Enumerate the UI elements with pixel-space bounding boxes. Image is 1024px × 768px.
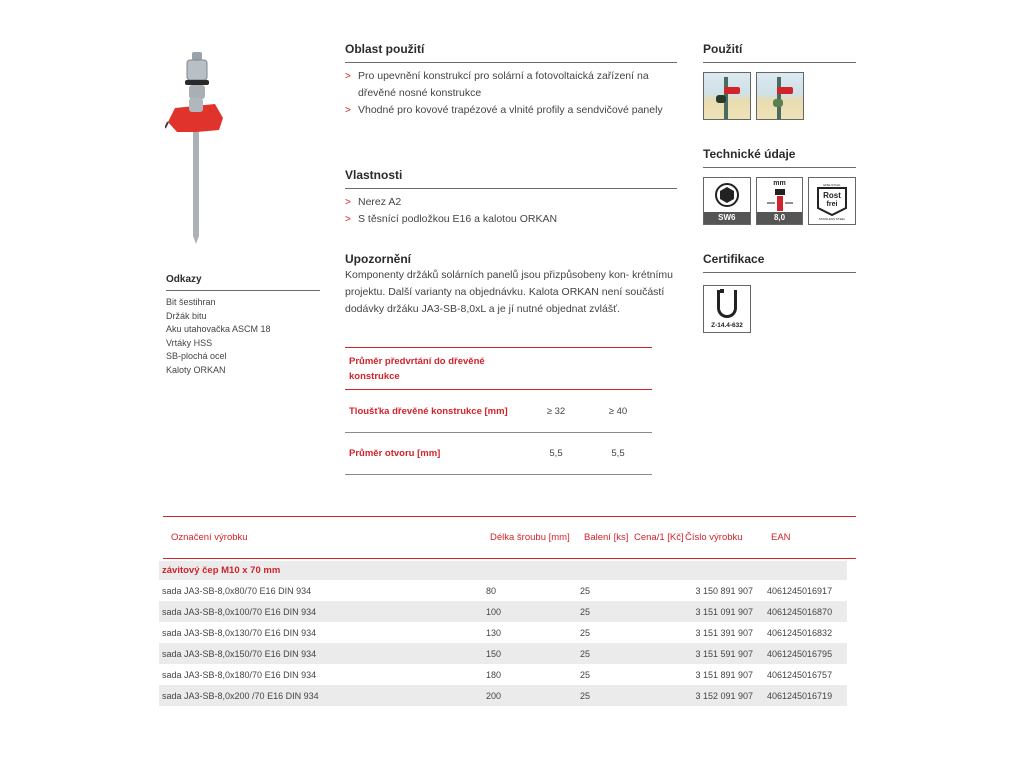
cell-number: 3 151 591 907 (695, 648, 753, 659)
drilling-table-header (345, 347, 652, 390)
cell-name: sada JA3-SB-8,0x180/70 E16 DIN 934 (162, 669, 317, 680)
cell-name: sada JA3-SB-8,0x150/70 E16 DIN 934 (162, 648, 317, 659)
cell-ean: 4061245016870 (767, 606, 833, 617)
svg-text:Rost: Rost (823, 191, 842, 200)
tech-section (703, 147, 856, 225)
cell-name: sada JA3-SB-8,0x200 /70 E16 DIN 934 (162, 690, 319, 701)
cell-length: 100 (486, 606, 502, 617)
cell-pack: 25 (580, 669, 591, 680)
cell-ean: 4061245016917 (767, 585, 833, 596)
drilling-table (345, 347, 652, 475)
drilling-value: ≥ 40 (608, 405, 628, 417)
bullet-text: Vhodné pro kovové trapézové a vlnité profily a sendvičové panely (358, 104, 663, 116)
bullet-item (345, 194, 677, 211)
product-group-row: závitový čep M10 x 70 mm (159, 561, 847, 580)
cell-ean: 4061245016832 (767, 627, 833, 638)
bullet-item (345, 211, 677, 228)
arrow-icon: > (345, 197, 351, 208)
link-item[interactable]: SB-plochá ocel (166, 351, 227, 362)
usage-area-title: Oblast použití (345, 42, 677, 63)
links-section (166, 274, 320, 378)
drilling-row-label: Průměr otvoru [mm] (349, 448, 441, 459)
notice-title: Upozornění (345, 252, 411, 266)
link-item[interactable]: Kaloty ORKAN (166, 364, 226, 375)
drilling-row-label: Tloušťka dřevěné konstrukce [mm] (349, 405, 508, 417)
drill-diameter-caption: 8,0 (757, 212, 803, 224)
rostfrei-icon (808, 177, 856, 225)
cell-length: 80 (486, 585, 497, 596)
drilling-table-row (345, 390, 652, 433)
cell-name: sada JA3-SB-8,0x100/70 E16 DIN 934 (162, 606, 317, 617)
col-header-ean: EAN (771, 532, 791, 543)
bullet-text: S těsnící podložkou E16 a kalotou ORKAN (358, 213, 558, 225)
notice-text: Komponenty držáků solárních panelů jsou přizpůsobeny kon- krétnímu projektu. Další varianty na objednávku. Kalota ORKAN není součástí dodávky držáku JA3-SB-8,0xL a je jí nutné objednat zvlášť. (345, 269, 674, 315)
properties-section (345, 168, 677, 228)
table-row (159, 685, 847, 706)
product-table (159, 516, 856, 706)
col-header-designation: Označení výrobku (171, 532, 248, 543)
cell-ean: 4061245016719 (767, 690, 833, 701)
cell-length: 130 (486, 627, 502, 638)
hex-drive-icon (703, 177, 751, 225)
table-row (159, 580, 847, 601)
cell-pack: 25 (580, 690, 591, 701)
arrow-icon: > (345, 214, 351, 225)
notice-section (345, 252, 677, 318)
use-title: Použití (703, 42, 856, 63)
cell-number: 3 151 091 907 (695, 606, 753, 617)
product-image (165, 52, 227, 244)
cell-number: 3 150 891 907 (695, 585, 753, 596)
col-header-price: Cena/1 [Kč] (634, 532, 684, 543)
cell-length: 200 (486, 690, 502, 701)
svg-text:STAINLESS STEEL: STAINLESS STEEL (818, 217, 846, 221)
drill-unit-label: mm (773, 180, 786, 187)
col-header-number: Číslo výrobku (685, 532, 743, 543)
link-item[interactable]: Vrtáky HSS (166, 337, 213, 348)
arrow-icon: > (345, 71, 351, 82)
cell-length: 180 (486, 669, 502, 680)
drill-diameter-icon (756, 177, 804, 225)
cell-pack: 25 (580, 648, 591, 659)
certification-section (703, 252, 856, 333)
bullet-text: Pro upevnění konstrukcí pro solární a fotovoltaická zařízení na dřevěné nosné konstrukce (358, 70, 649, 99)
cell-pack: 25 (580, 585, 591, 596)
cell-name: sada JA3-SB-8,0x130/70 E16 DIN 934 (162, 627, 317, 638)
table-row (159, 601, 847, 622)
links-title: Odkazy (166, 274, 320, 291)
bullet-text: Nerez A2 (358, 196, 402, 208)
cell-length: 150 (486, 648, 502, 659)
svg-text:frei: frei (826, 201, 838, 208)
link-item[interactable]: Bit šestihran (166, 297, 216, 307)
link-item[interactable]: Aku utahovačka ASCM 18 (166, 324, 271, 335)
cell-pack: 25 (580, 606, 591, 617)
bullet-item (345, 102, 677, 119)
approval-u-icon (703, 285, 751, 333)
use-section (703, 42, 856, 120)
tech-title: Technické údaje (703, 147, 856, 168)
arrow-icon: > (345, 105, 351, 116)
bullet-item (345, 68, 677, 102)
cell-number: 3 151 891 907 (695, 669, 753, 680)
certification-title: Certifikace (703, 252, 856, 273)
cell-ean: 4061245016757 (767, 669, 833, 680)
svg-text:EDELSTAHL: EDELSTAHL (823, 183, 841, 187)
drilling-value: 5,5 (549, 448, 563, 459)
drilling-header-label: Průměr předvrtání do dřevěné konstrukce (349, 355, 485, 382)
link-item[interactable]: Držák bitu (166, 310, 207, 321)
col-header-length: Délka šroubu [mm] (490, 532, 570, 543)
col-header-pack: Balení [ks] (584, 532, 629, 543)
certification-code: Z-14.4-632 (711, 322, 743, 329)
cell-number: 3 152 091 907 (695, 690, 753, 701)
table-row (159, 664, 847, 685)
table-row (159, 643, 847, 664)
drilling-table-row (345, 433, 652, 475)
properties-title: Vlastnosti (345, 168, 677, 189)
drilling-value: ≥ 32 (546, 405, 566, 417)
hex-drive-caption: SW6 (704, 212, 750, 224)
cell-ean: 4061245016795 (767, 648, 833, 659)
table-row (159, 622, 847, 643)
cell-pack: 25 (580, 627, 591, 638)
cell-number: 3 151 391 907 (695, 627, 753, 638)
product-table-header (163, 516, 856, 559)
use-photo-thumbnail[interactable] (703, 72, 751, 120)
use-photo-thumbnail[interactable] (756, 72, 804, 120)
usage-area-section (345, 42, 677, 119)
cell-name: sada JA3-SB-8,0x80/70 E16 DIN 934 (162, 585, 312, 596)
drilling-value: 5,5 (611, 448, 625, 459)
